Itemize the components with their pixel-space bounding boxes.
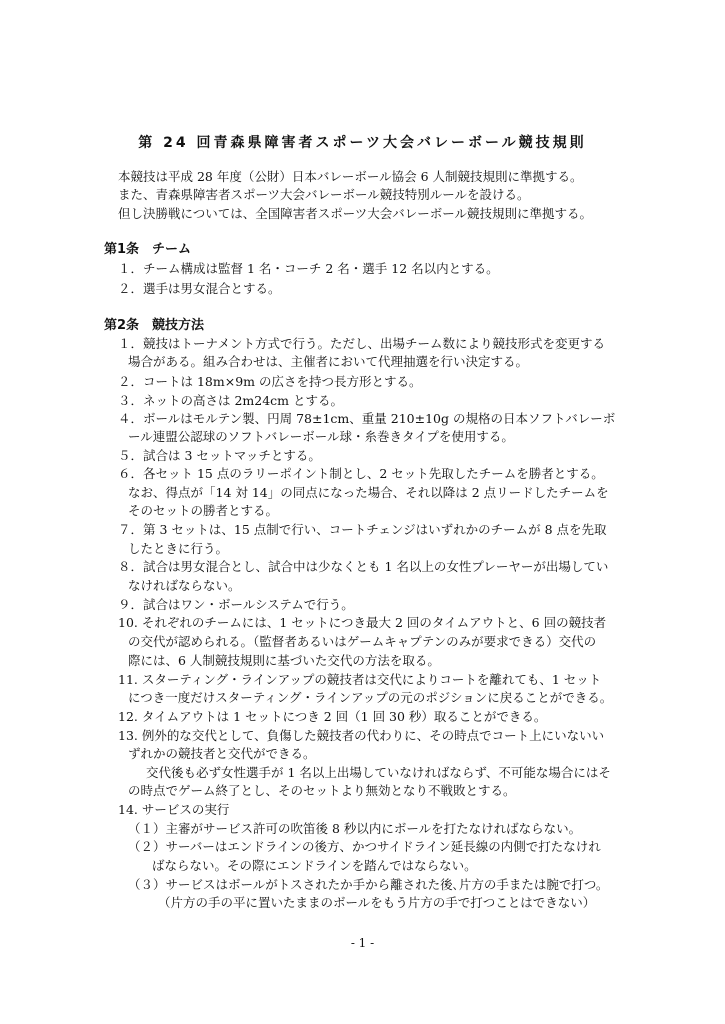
article2-line: １．競技はトーナメント方式で行う。ただし、出場チーム数により競技形式を変更する [118,336,606,351]
document-title: 第 24 回青森県障害者スポーツ大会バレーボール競技規則 [138,135,587,151]
article2-line: 場合がある。組み合わせは、主催者において代理抽選を行い決定する。 [128,354,529,369]
article2-line: ２．コートは 18m×9m の広さを持つ長方形とする。 [118,374,422,389]
article2-line: の交代が認められる。（監督者あるいはゲームキャプテンのみが要求できる）交代の [128,634,597,649]
article2-line: ４．ボールはモルテン製、円周 78±1cm、重量 210±10g の規格の日本ソフトバレーボ [118,411,616,426]
article2-heading: 第2条 競技方法 [104,318,205,333]
article2-line: （２）サーバーはエンドラインの後方、かつサイドライン延長線の内側で打たなけれ [128,839,601,854]
article2-line: につき一度だけスターティング・ラインアップの元のポジションに戻ることができる。 [128,690,613,705]
article2-line: 11. スターティング・ラインアップの競技者は交代によりコートを離れても、1 セット [118,672,602,687]
article1-item: １．チーム構成は監督 1 名・コーチ 2 名・選手 12 名以内とする。 [118,261,499,276]
article2-line: ７．第 3 セットは、15 点制で行い、コートチェンジはいずれかのチームが 8 点を先取 [118,522,607,537]
intro-line-1: 本競技は平成 28 年度（公財）日本バレーボール協会 6 人制競技規則に準拠する。 [118,169,583,184]
article2-line: ９．試合はワン・ボールシステムで行う。 [118,597,354,612]
article2-line: ８．試合は男女混合とし、試合中は少なくとも 1 名以上の女性プレーヤーが出場してい [118,559,609,574]
article2-line: 13. 例外的な交代として、負傷した競技者の代わりに、その時点でコート上にいないい [118,728,605,743]
page-number: - 1 - [350,936,375,950]
article1-item: ２．選手は男女混合とする。 [118,281,281,296]
intro-line-2: また、青森県障害者スポーツ大会バレーボール競技特別ルールを設ける。 [118,187,530,202]
article2-line: 14. サービスの実行 [118,802,230,817]
article2-line: そのセットの勝者とする。 [128,503,279,518]
article2-line: ５．試合は 3 セットマッチとする。 [118,448,321,463]
article2-line: 10. それぞれのチームには、1 セットにつき最大 2 回のタイムアウトと、6 回の競技者 [118,615,607,630]
article2-line: ６．各セット 15 点のラリーポイント制とし、2 セット先取したチームを勝者とする。 [118,466,604,481]
article2-line: の時点でゲーム終了とし、そのセットより無効となり不戦敗とする。 [128,783,516,798]
article2-line: 12. タイムアウトは 1 セットにつき 2 回（1 回 30 秒）取ることができる。 [118,709,547,724]
article2-line: 際には、6 人制競技規則に基づいた交代の方法を取る。 [128,653,440,668]
article2-line: したときに行う。 [128,541,229,556]
article2-line: ール連盟公認球のソフトバレーボール球・糸巻きタイプを使用する。 [128,429,514,444]
article2-line: ずれかの競技者と交代ができる。 [128,746,316,761]
article2-line: なければならない。 [128,578,241,593]
article2-line: なお、得点が「14 対 14」の同点になった場合、それ以降は 2 点リードしたチームを [128,485,609,500]
article2-line: ばならない。その際にエンドラインを踏んではならない。 [152,858,477,873]
article2-line: （３）サービスはボールがトスされたか手から離された後､片方の手または腕で打つ。 [128,877,609,892]
article2-line: （片方の手の平に置いたままのボールをもう片方の手で打つことはできない） [158,895,596,910]
article2-line: （１）主審がサービス許可の吹笛後 8 秒以内にボールを打たなければならない。 [128,821,582,836]
article2-line: 交代後も必ず女性選手が 1 名以上出場していなければならず、不可能な場合にはそ [146,765,611,780]
article1-heading: 第1条 チーム [104,242,192,257]
article2-line: ３．ネットの高さは 2m24cm とする。 [118,393,344,408]
intro-line-3: 但し決勝戦については、全国障害者スポーツ大会バレーボール競技規則に準拠する。 [118,206,593,221]
